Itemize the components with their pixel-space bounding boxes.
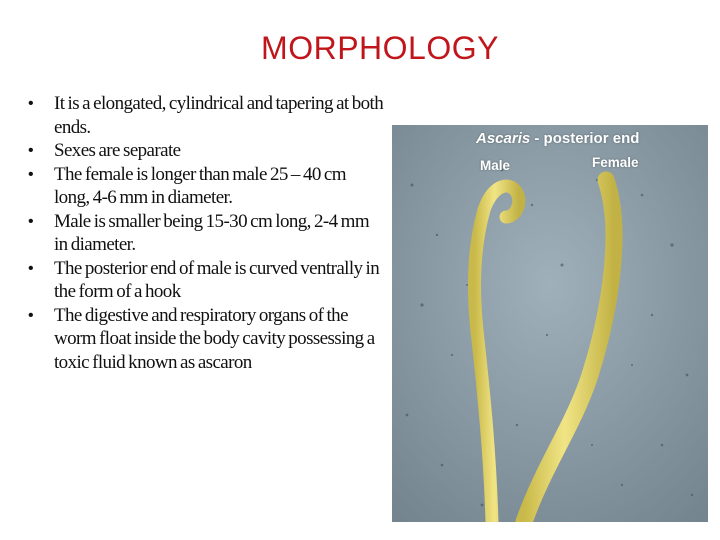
list-item <box>24 304 384 375</box>
bullet-list <box>24 92 384 374</box>
bullet-text: It is a elongated, cylindrical and tapering at both ends. <box>54 93 384 138</box>
photo-caption <box>476 130 639 147</box>
bullet-icon: • <box>28 212 34 230</box>
bullet-icon: • <box>28 306 34 324</box>
female-label: Female <box>592 155 639 170</box>
worm-illustration <box>392 125 708 522</box>
page-title: MORPHOLOGY <box>261 30 499 66</box>
bullet-icon: • <box>28 95 34 112</box>
bullet-text: The posterior end of male is curved ventrally in the form of a hook <box>54 257 380 302</box>
bullet-text: Male is smaller being 15-30 cm long, 2-4 mm in diameter. <box>54 210 370 255</box>
bullet-text: The female is longer than male 25 – 40 cm long, 4-6 mm in diameter. <box>54 163 346 208</box>
bullet-text: The digestive and respiratory organs of the worm float inside the body cavity possessing a toxic fluid known as ascaron <box>54 304 375 373</box>
bullet-icon: • <box>28 142 34 159</box>
caption-genus: Ascaris <box>476 130 531 147</box>
caption-rest: - posterior end <box>530 130 640 147</box>
list-item <box>24 163 384 210</box>
list-item <box>24 257 384 304</box>
male-label: Male <box>480 158 511 173</box>
ascaris-photo <box>392 125 708 522</box>
bullet-icon: • <box>28 259 34 277</box>
bullet-icon: • <box>28 165 34 183</box>
list-item <box>24 92 384 139</box>
bullet-text: Sexes are separate <box>54 140 181 161</box>
list-item <box>24 210 384 257</box>
list-item <box>24 139 384 163</box>
